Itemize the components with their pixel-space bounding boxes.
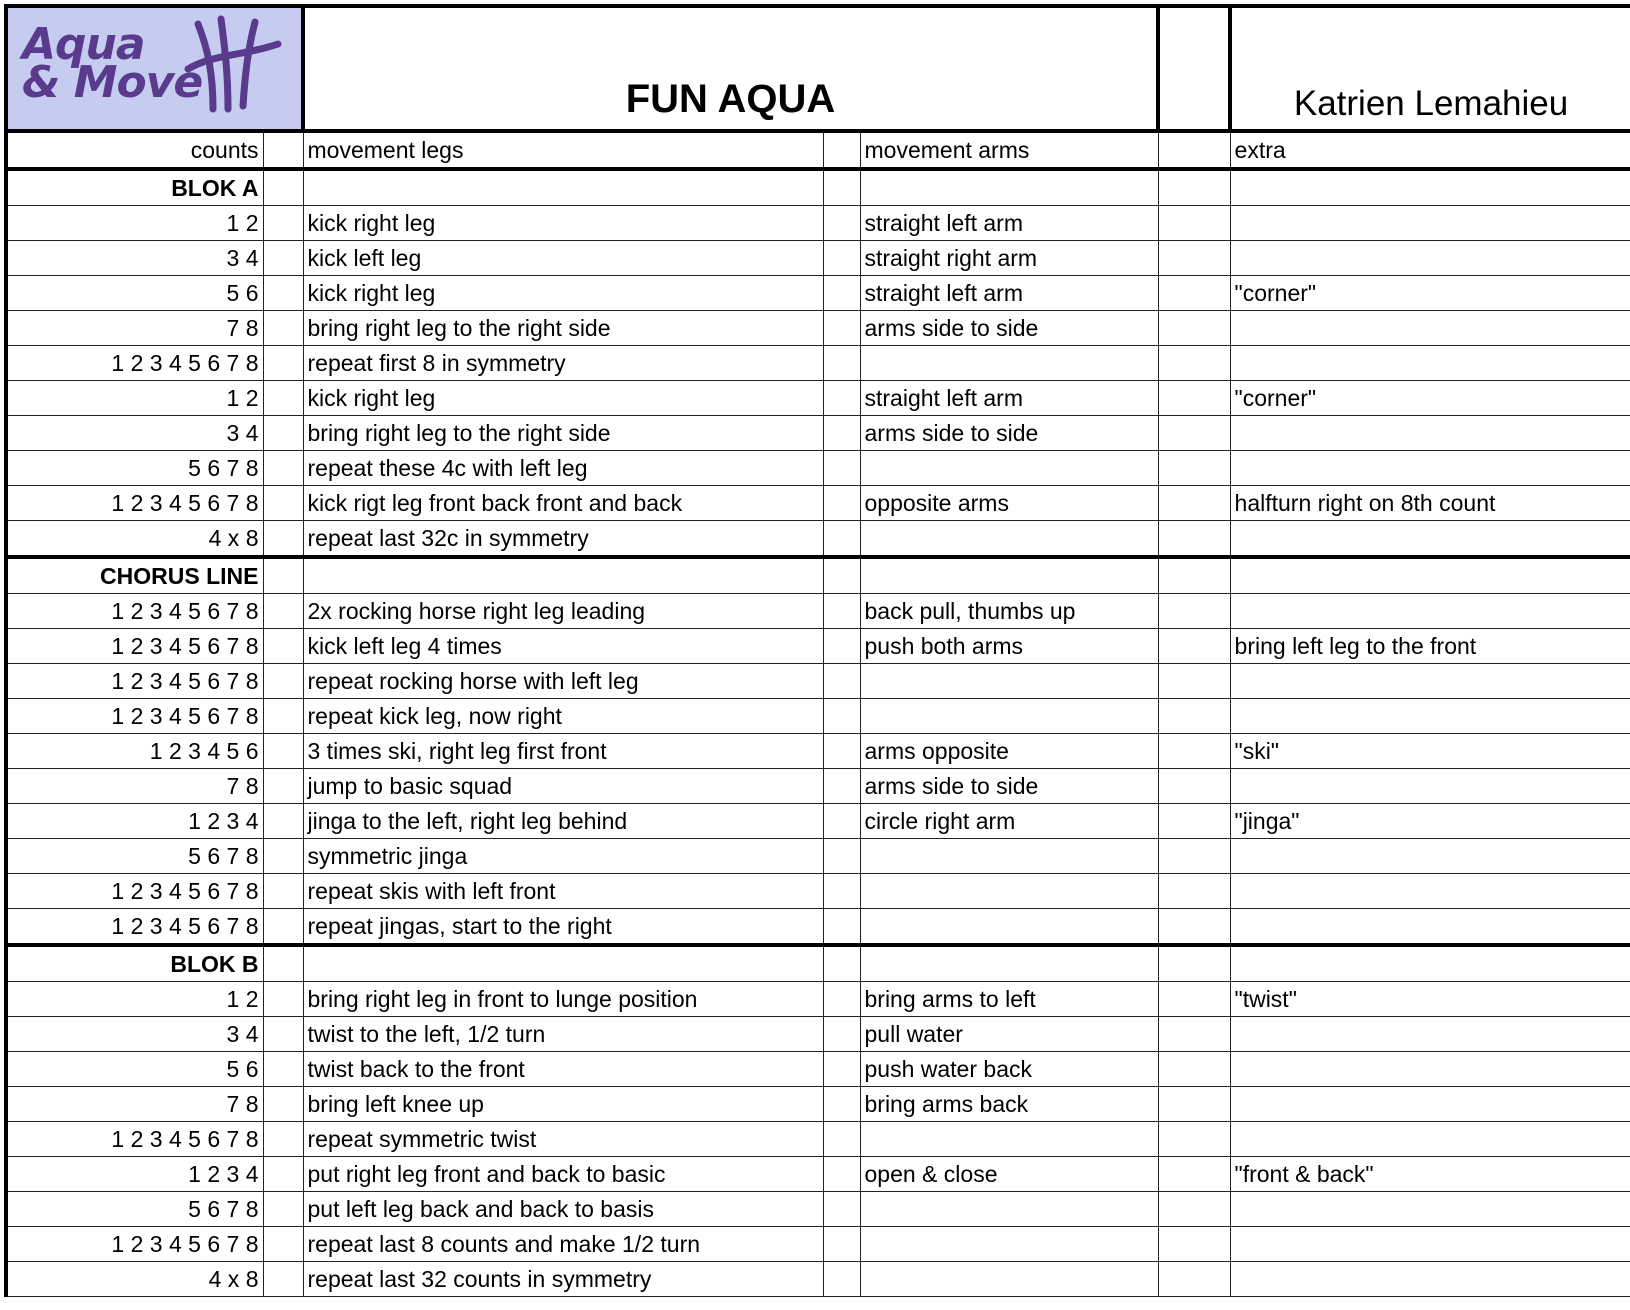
extra-cell xyxy=(1230,346,1630,381)
logo xyxy=(6,6,303,131)
spacer-cell xyxy=(1158,486,1230,521)
section-header-row xyxy=(6,945,1630,982)
spacer-cell xyxy=(263,1122,303,1157)
spacer-cell xyxy=(263,769,303,804)
spacer-cell xyxy=(1158,734,1230,769)
legs-cell: twist back to the front xyxy=(303,1052,823,1087)
spacer-cell xyxy=(263,945,303,982)
spacer-cell xyxy=(1158,451,1230,486)
trident-logo-icon xyxy=(183,14,283,114)
counts-cell: 4 x 8 xyxy=(6,521,263,558)
table-row xyxy=(6,486,1630,521)
spacer-cell xyxy=(263,1262,303,1297)
spacer-cell xyxy=(823,909,860,946)
spacer-cell xyxy=(823,1087,860,1122)
spacer-cell xyxy=(1158,206,1230,241)
arms-cell: back pull, thumbs up xyxy=(860,594,1158,629)
spacer-cell xyxy=(823,276,860,311)
column-header-counts: counts xyxy=(6,131,263,169)
arms-cell xyxy=(860,346,1158,381)
arms-cell xyxy=(860,945,1158,982)
spacer-cell xyxy=(1158,381,1230,416)
arms-cell xyxy=(860,699,1158,734)
counts-cell: 1 2 3 4 5 6 7 8 xyxy=(6,594,263,629)
arms-cell: straight left arm xyxy=(860,276,1158,311)
spacer-cell xyxy=(1158,1262,1230,1297)
extra-cell xyxy=(1230,169,1630,206)
column-header-row xyxy=(6,131,1630,169)
legs-cell: repeat symmetric twist xyxy=(303,1122,823,1157)
counts-cell: 1 2 3 4 5 6 7 8 xyxy=(6,1227,263,1262)
spacer-cell xyxy=(1158,1017,1230,1052)
legs-cell: jinga to the left, right leg behind xyxy=(303,804,823,839)
table-row xyxy=(6,521,1630,558)
choreography-sheet xyxy=(4,4,1630,1297)
spacer-cell xyxy=(823,699,860,734)
legs-cell: repeat rocking horse with left leg xyxy=(303,664,823,699)
spacer-cell xyxy=(823,839,860,874)
legs-cell: repeat first 8 in symmetry xyxy=(303,346,823,381)
spacer-cell xyxy=(1158,1157,1230,1192)
extra-cell xyxy=(1230,557,1630,594)
spacer-cell xyxy=(263,982,303,1017)
table-row xyxy=(6,1157,1630,1192)
spacer-cell xyxy=(1158,241,1230,276)
counts-cell: 1 2 xyxy=(6,206,263,241)
extra-cell xyxy=(1230,521,1630,558)
table-row xyxy=(6,206,1630,241)
spacer-cell xyxy=(263,241,303,276)
spacer-cell xyxy=(1158,346,1230,381)
arms-cell xyxy=(860,839,1158,874)
extra-cell xyxy=(1230,1052,1630,1087)
spacer-cell xyxy=(263,1227,303,1262)
table-row xyxy=(6,416,1630,451)
header-row xyxy=(6,6,1630,131)
table-row xyxy=(6,594,1630,629)
spacer-cell xyxy=(823,769,860,804)
extra-cell xyxy=(1230,1122,1630,1157)
counts-cell: 1 2 3 4 5 6 7 8 xyxy=(6,1122,263,1157)
extra-cell xyxy=(1230,664,1630,699)
spacer-cell xyxy=(1158,909,1230,946)
logo-text xyxy=(22,19,203,108)
spacer-cell xyxy=(1158,664,1230,699)
table-row xyxy=(6,769,1630,804)
table-row xyxy=(6,874,1630,909)
spacer-cell xyxy=(823,416,860,451)
spacer-cell xyxy=(823,945,860,982)
legs-cell xyxy=(303,557,823,594)
arms-cell: arms side to side xyxy=(860,416,1158,451)
spacer-cell xyxy=(823,1122,860,1157)
counts-cell: 5 6 xyxy=(6,1052,263,1087)
spacer-cell xyxy=(263,594,303,629)
counts-cell: 1 2 3 4 5 6 7 8 xyxy=(6,486,263,521)
arms-cell: arms opposite xyxy=(860,734,1158,769)
column-header-arms: movement arms xyxy=(860,131,1158,169)
legs-cell: kick right leg xyxy=(303,276,823,311)
spacer-cell xyxy=(1158,1087,1230,1122)
legs-cell: repeat last 32c in symmetry xyxy=(303,521,823,558)
arms-cell: straight right arm xyxy=(860,241,1158,276)
spacer-cell xyxy=(263,804,303,839)
arms-cell xyxy=(860,169,1158,206)
legs-cell: 2x rocking horse right leg leading xyxy=(303,594,823,629)
legs-cell: bring left knee up xyxy=(303,1087,823,1122)
spacer-cell xyxy=(1158,1227,1230,1262)
counts-cell: 3 4 xyxy=(6,1017,263,1052)
spacer-cell xyxy=(823,486,860,521)
spacer-cell xyxy=(263,664,303,699)
spacer-cell xyxy=(823,311,860,346)
arms-cell: circle right arm xyxy=(860,804,1158,839)
legs-cell: put right leg front and back to basic xyxy=(303,1157,823,1192)
arms-cell: bring arms back xyxy=(860,1087,1158,1122)
counts-cell: 7 8 xyxy=(6,769,263,804)
counts-cell: 1 2 3 4 5 6 7 8 xyxy=(6,664,263,699)
spacer-cell xyxy=(263,1052,303,1087)
table-row xyxy=(6,346,1630,381)
spacer-cell xyxy=(1158,557,1230,594)
spacer-cell xyxy=(263,699,303,734)
spacer-cell xyxy=(1158,276,1230,311)
arms-cell xyxy=(860,909,1158,946)
spacer-cell xyxy=(1158,1122,1230,1157)
table-row xyxy=(6,839,1630,874)
extra-cell xyxy=(1230,206,1630,241)
page-title: FUN AQUA xyxy=(303,6,1158,131)
table-row xyxy=(6,699,1630,734)
extra-cell: "jinga" xyxy=(1230,804,1630,839)
spacer-cell xyxy=(1158,131,1230,169)
spacer-cell xyxy=(823,982,860,1017)
counts-cell: 7 8 xyxy=(6,311,263,346)
column-header-extra: extra xyxy=(1230,131,1630,169)
spacer-cell xyxy=(1158,629,1230,664)
section-header-row xyxy=(6,557,1630,594)
table-row xyxy=(6,381,1630,416)
spacer-cell xyxy=(263,874,303,909)
spacer-cell xyxy=(263,1017,303,1052)
spacer-cell xyxy=(823,734,860,769)
spacer-cell xyxy=(263,1192,303,1227)
spacer-cell xyxy=(823,1192,860,1227)
spacer-cell xyxy=(823,131,860,169)
arms-cell xyxy=(860,1192,1158,1227)
legs-cell xyxy=(303,169,823,206)
table-row xyxy=(6,1227,1630,1262)
extra-cell xyxy=(1230,874,1630,909)
table-row xyxy=(6,629,1630,664)
legs-cell: repeat kick leg, now right xyxy=(303,699,823,734)
table-row xyxy=(6,276,1630,311)
legs-cell: put left leg back and back to basis xyxy=(303,1192,823,1227)
counts-cell: 1 2 3 4 5 6 7 8 xyxy=(6,346,263,381)
spacer-cell xyxy=(823,521,860,558)
column-header-legs: movement legs xyxy=(303,131,823,169)
spacer-cell xyxy=(823,169,860,206)
spacer-cell xyxy=(263,839,303,874)
arms-cell: opposite arms xyxy=(860,486,1158,521)
spacer-cell xyxy=(823,1017,860,1052)
extra-cell xyxy=(1230,451,1630,486)
spacer-cell xyxy=(1158,1192,1230,1227)
spacer-cell xyxy=(1158,416,1230,451)
extra-cell xyxy=(1230,416,1630,451)
spacer-cell xyxy=(263,276,303,311)
author-name: Katrien Lemahieu xyxy=(1230,6,1630,131)
spacer-cell xyxy=(823,1262,860,1297)
spacer-cell xyxy=(263,311,303,346)
legs-cell: repeat skis with left front xyxy=(303,874,823,909)
arms-cell xyxy=(860,1262,1158,1297)
arms-cell xyxy=(860,557,1158,594)
table-row xyxy=(6,311,1630,346)
extra-cell: "corner" xyxy=(1230,276,1630,311)
spacer-cell xyxy=(263,1157,303,1192)
legs-cell: jump to basic squad xyxy=(303,769,823,804)
table-row xyxy=(6,664,1630,699)
extra-cell: halfturn right on 8th count xyxy=(1230,486,1630,521)
table-row xyxy=(6,1192,1630,1227)
table-row xyxy=(6,1087,1630,1122)
counts-cell: 1 2 3 4 5 6 7 8 xyxy=(6,699,263,734)
spacer-cell xyxy=(1158,521,1230,558)
legs-cell: repeat these 4c with left leg xyxy=(303,451,823,486)
spacer-cell xyxy=(263,486,303,521)
arms-cell: arms side to side xyxy=(860,769,1158,804)
spacer-cell xyxy=(823,594,860,629)
spacer-cell xyxy=(263,451,303,486)
logo-text-line2: & Move xyxy=(22,57,203,108)
extra-cell xyxy=(1230,945,1630,982)
spacer-cell xyxy=(263,629,303,664)
arms-cell xyxy=(860,1122,1158,1157)
spacer-cell xyxy=(823,557,860,594)
counts-cell: 1 2 3 4 xyxy=(6,1157,263,1192)
spacer-cell xyxy=(263,206,303,241)
spacer-cell xyxy=(263,169,303,206)
extra-cell xyxy=(1230,311,1630,346)
spacer-cell xyxy=(823,629,860,664)
spacer-cell xyxy=(1158,945,1230,982)
counts-cell: 7 8 xyxy=(6,1087,263,1122)
table-row xyxy=(6,982,1630,1017)
spacer-cell xyxy=(823,346,860,381)
spacer-cell xyxy=(823,1157,860,1192)
arms-cell: pull water xyxy=(860,1017,1158,1052)
spacer-cell xyxy=(263,416,303,451)
spacer-cell xyxy=(263,131,303,169)
table-row xyxy=(6,909,1630,946)
table-row xyxy=(6,1052,1630,1087)
extra-cell xyxy=(1230,241,1630,276)
spacer-cell xyxy=(1158,169,1230,206)
spacer-cell xyxy=(1158,311,1230,346)
spacer-cell xyxy=(263,346,303,381)
table-row xyxy=(6,1262,1630,1297)
table-row xyxy=(6,804,1630,839)
counts-cell: CHORUS LINE xyxy=(6,557,263,594)
legs-cell: repeat jingas, start to the right xyxy=(303,909,823,946)
spacer-cell xyxy=(263,557,303,594)
extra-cell xyxy=(1230,909,1630,946)
spacer-cell xyxy=(823,241,860,276)
extra-cell xyxy=(1230,839,1630,874)
logo-text-line1: Aqua xyxy=(22,19,145,70)
legs-cell: kick right leg xyxy=(303,381,823,416)
section-header-row xyxy=(6,169,1630,206)
extra-cell: "corner" xyxy=(1230,381,1630,416)
spacer-cell xyxy=(1158,1052,1230,1087)
legs-cell: kick left leg 4 times xyxy=(303,629,823,664)
counts-cell: 5 6 xyxy=(6,276,263,311)
arms-cell xyxy=(860,874,1158,909)
counts-cell: 1 2 3 4 5 6 7 8 xyxy=(6,909,263,946)
spacer-cell xyxy=(823,381,860,416)
spacer-cell xyxy=(263,1087,303,1122)
legs-cell: twist to the left, 1/2 turn xyxy=(303,1017,823,1052)
extra-cell xyxy=(1230,1017,1630,1052)
table-row xyxy=(6,1017,1630,1052)
counts-cell: 1 2 3 4 5 6 7 8 xyxy=(6,629,263,664)
spacer-cell xyxy=(823,1052,860,1087)
counts-cell: 1 2 3 4 5 6 7 8 xyxy=(6,874,263,909)
spacer-cell xyxy=(263,521,303,558)
spacer-cell xyxy=(823,206,860,241)
extra-cell xyxy=(1230,769,1630,804)
table-row xyxy=(6,734,1630,769)
spacer-cell xyxy=(1158,699,1230,734)
arms-cell: push both arms xyxy=(860,629,1158,664)
spacer-cell xyxy=(823,451,860,486)
legs-cell: kick rigt leg front back front and back xyxy=(303,486,823,521)
extra-cell xyxy=(1230,1192,1630,1227)
counts-cell: 3 4 xyxy=(6,416,263,451)
legs-cell: symmetric jinga xyxy=(303,839,823,874)
table-row xyxy=(6,451,1630,486)
extra-cell xyxy=(1230,699,1630,734)
extra-cell: bring left leg to the front xyxy=(1230,629,1630,664)
spacer-cell xyxy=(1158,804,1230,839)
spacer-cell xyxy=(263,734,303,769)
spacer-cell xyxy=(1158,839,1230,874)
extra-cell: "twist" xyxy=(1230,982,1630,1017)
arms-cell: straight left arm xyxy=(860,206,1158,241)
legs-cell: bring right leg to the right side xyxy=(303,416,823,451)
legs-cell: kick right leg xyxy=(303,206,823,241)
arms-cell: push water back xyxy=(860,1052,1158,1087)
counts-cell: 5 6 7 8 xyxy=(6,451,263,486)
counts-cell: 1 2 xyxy=(6,381,263,416)
spacer-cell xyxy=(823,1227,860,1262)
spacer-cell xyxy=(263,381,303,416)
extra-cell: "front & back" xyxy=(1230,1157,1630,1192)
arms-cell xyxy=(860,1227,1158,1262)
spacer-cell xyxy=(1158,594,1230,629)
extra-cell xyxy=(1230,1227,1630,1262)
extra-cell xyxy=(1230,594,1630,629)
spacer-cell xyxy=(1158,982,1230,1017)
legs-cell: bring right leg in front to lunge position xyxy=(303,982,823,1017)
arms-cell: open & close xyxy=(860,1157,1158,1192)
legs-cell: bring right leg to the right side xyxy=(303,311,823,346)
arms-cell: arms side to side xyxy=(860,311,1158,346)
counts-cell: 1 2 3 4 xyxy=(6,804,263,839)
arms-cell xyxy=(860,521,1158,558)
spacer-cell xyxy=(263,909,303,946)
arms-cell xyxy=(860,451,1158,486)
arms-cell: bring arms to left xyxy=(860,982,1158,1017)
legs-cell: 3 times ski, right leg first front xyxy=(303,734,823,769)
counts-cell: 3 4 xyxy=(6,241,263,276)
legs-cell: repeat last 8 counts and make 1/2 turn xyxy=(303,1227,823,1262)
counts-cell: 5 6 7 8 xyxy=(6,839,263,874)
counts-cell: 5 6 7 8 xyxy=(6,1192,263,1227)
spacer-cell xyxy=(1158,874,1230,909)
spacer-cell xyxy=(823,874,860,909)
table-row xyxy=(6,1122,1630,1157)
arms-cell: straight left arm xyxy=(860,381,1158,416)
extra-cell xyxy=(1230,1262,1630,1297)
counts-cell: 1 2 3 4 5 6 xyxy=(6,734,263,769)
legs-cell: kick left leg xyxy=(303,241,823,276)
spacer-cell xyxy=(823,804,860,839)
header-spacer xyxy=(1158,6,1230,131)
legs-cell xyxy=(303,945,823,982)
legs-cell: repeat last 32 counts in symmetry xyxy=(303,1262,823,1297)
extra-cell xyxy=(1230,1087,1630,1122)
counts-cell: 4 x 8 xyxy=(6,1262,263,1297)
table-row xyxy=(6,241,1630,276)
spacer-cell xyxy=(823,664,860,699)
counts-cell: BLOK A xyxy=(6,169,263,206)
arms-cell xyxy=(860,664,1158,699)
counts-cell: BLOK B xyxy=(6,945,263,982)
counts-cell: 1 2 xyxy=(6,982,263,1017)
spacer-cell xyxy=(1158,769,1230,804)
extra-cell: "ski" xyxy=(1230,734,1630,769)
